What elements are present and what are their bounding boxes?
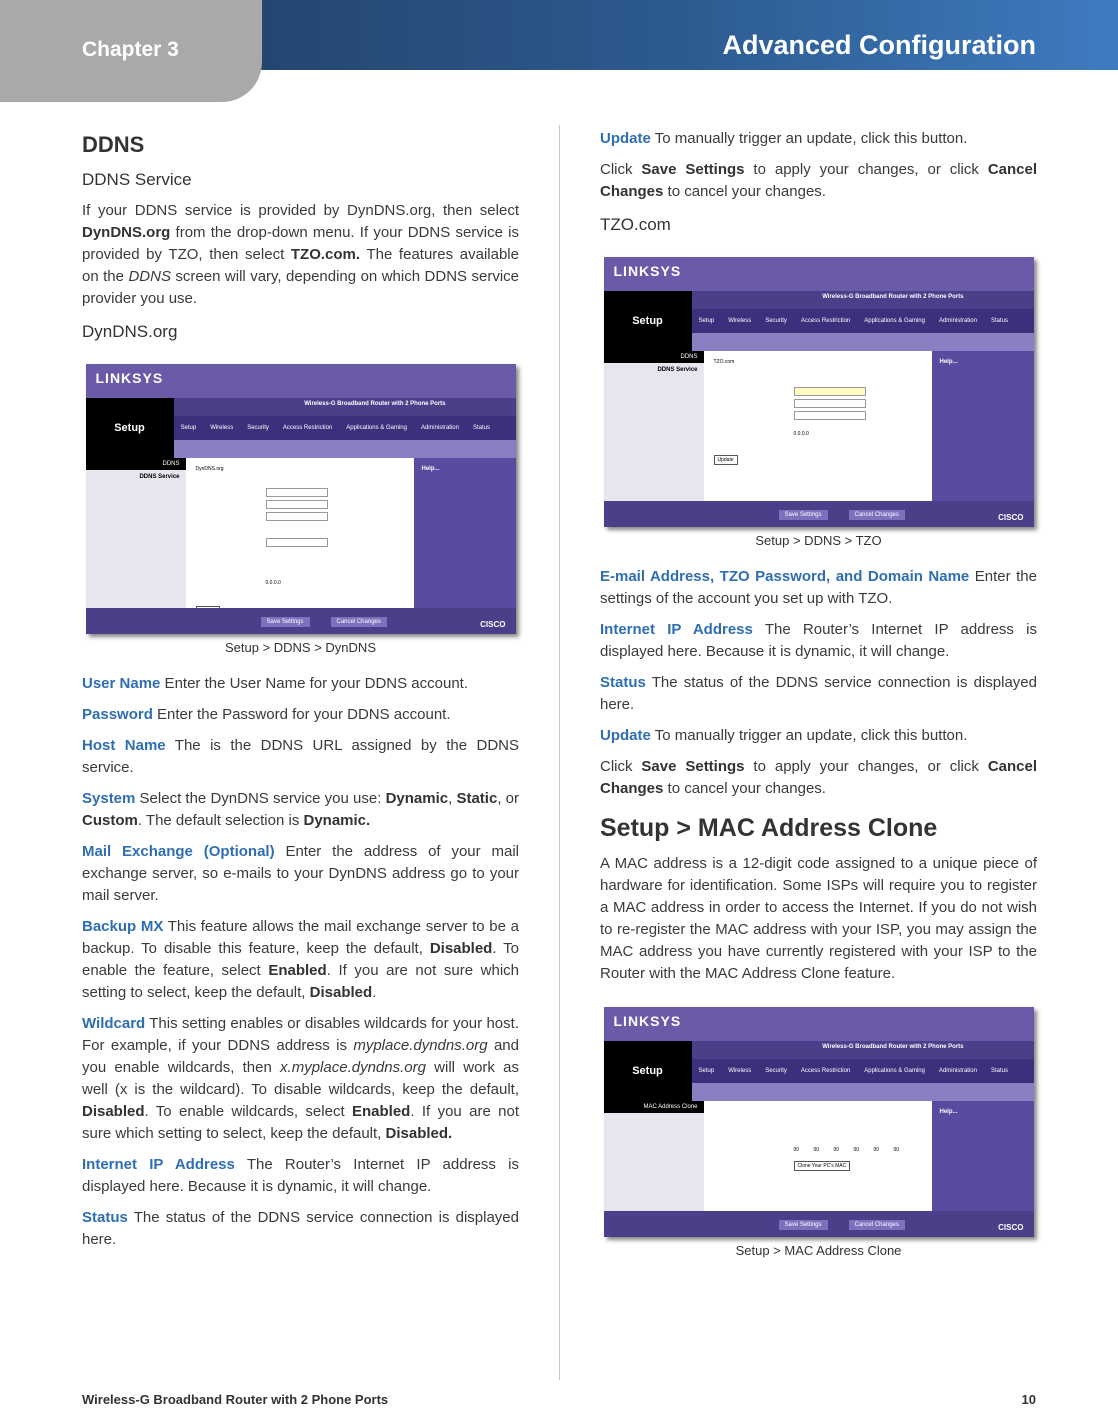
screen-form: DynDNS.org 0.0.0.0: [186, 458, 414, 608]
tab-security: Security: [765, 318, 787, 324]
tab-setup: Setup: [698, 318, 715, 324]
screen-form: TZO.com 0.0.0.0 Update: [704, 351, 932, 501]
linksys-logo: LINKSYS: [95, 370, 164, 386]
linksys-logo: LINKSYS: [613, 1013, 682, 1029]
help-panel: Help...: [414, 458, 516, 608]
chapter-title: Advanced Configuration: [722, 30, 1036, 60]
intro-paragraph: If your DDNS service is provided by DynDNS.org, then select DynDNS.org from the drop-down menu. If your DDNS service is provided by TZO, then select TZO.com. The features available on the DDNS screen will vary, depending on which DDNS service provider you use.: [82, 202, 519, 307]
screen-footer: Save Settings Cancel Changes CISCO: [604, 1211, 1034, 1237]
tab-security: Security: [765, 1068, 787, 1074]
para-user-name: User Name Enter the User Name for your DDNS account.: [82, 675, 469, 692]
cisco-logo: CISCO: [998, 513, 1024, 522]
para-wildcard: Wildcard This setting enables or disables wildcards for your host. For example, if your DDNS address is myplace.dyndns.org and you enable wildcards, then x.myplace.dyndns.org will work as well (x is the wildcard). To disable wildcards, keep the default, Disabled. To enable wildcards, select Enabled. If you are not sure which setting to select, keep the default, Disabled.: [82, 1015, 519, 1142]
cisco-logo: CISCO: [480, 620, 506, 629]
para-update: Update To manually trigger an update, click this button.: [600, 727, 968, 744]
caption-tzo: Setup > DDNS > TZO: [755, 533, 882, 548]
para-host-name: Host Name The is the DDNS URL assigned by the DDNS service.: [82, 737, 519, 776]
tab-administration: Administration: [938, 318, 977, 324]
tab-access: Access Restriction: [800, 1068, 851, 1074]
screen-footer: Save Settings Cancel Changes CISCO: [604, 501, 1034, 527]
tab-wireless: Wireless: [728, 1068, 752, 1074]
tab-status: Status: [990, 1068, 1008, 1074]
page-number: 10: [1021, 1392, 1036, 1407]
tab-applications: Applications & Gaming: [864, 318, 925, 324]
para-status: Status The status of the DDNS service connection is displayed here.: [82, 1209, 519, 1248]
linksys-logo: LINKSYS: [613, 263, 682, 279]
tab-setup: Setup: [180, 425, 197, 431]
para-mail-exchange: Mail Exchange (Optional) Enter the address of your mail exchange server, so e-mails to your DynDNS address go to your mail server.: [82, 843, 520, 904]
column-divider: [559, 125, 560, 1380]
subheading-dyndns: DynDNS.org: [82, 322, 178, 341]
screenshot-mac-clone: [604, 1007, 1034, 1237]
section-heading-mac-clone: Setup > MAC Address Clone: [600, 814, 938, 842]
para-system: System Select the DynDNS service you use: Dynamic, Static, or Custom. The default selection is Dynamic.: [82, 790, 519, 829]
caption-dyndns: Setup > DDNS > DynDNS: [224, 640, 376, 655]
sub-tabs: [692, 1083, 1034, 1101]
tab-status: Status: [990, 318, 1008, 324]
screenshot-dyndns: [86, 364, 516, 634]
setup-label: Setup: [604, 1041, 692, 1101]
tab-wireless: Wireless: [728, 318, 752, 324]
para-password: Password Enter the Password for your DDNS account.: [82, 706, 451, 723]
para-email-tzo: E-mail Address, TZO Password, and Domain Name Enter the settings of the account you set up with TZO.: [600, 568, 1037, 607]
para-backup-mx: Backup MX This feature allows the mail exchange server to be a backup. To disable this feature, keep the default, Disabled. To enable the feature, select Enabled. If you are not sure which setting to select, keep the default, Disabled.: [82, 918, 520, 1001]
nav-tabs: [692, 309, 1034, 333]
chapter-tab: [0, 0, 262, 102]
tab-security: Security: [247, 425, 269, 431]
para-status: Status The status of the DDNS service connection is displayed here.: [600, 674, 1037, 713]
setup-label: Setup: [604, 291, 692, 351]
router-banner: Wireless-G Broadband Router with 2 Phone Ports: [692, 1041, 1034, 1059]
screen-footer: Save Settings Cancel Changes CISCO: [86, 608, 516, 634]
caption-mac-clone: Setup > MAC Address Clone: [735, 1243, 902, 1258]
chapter-label: Chapter 3: [82, 38, 179, 61]
sub-tabs: [692, 333, 1034, 351]
help-panel: Help...: [932, 351, 1034, 501]
para-internet-ip: Internet IP Address The Router’s Internet IP address is displayed here. Because it is dynamic, it will change.: [82, 1156, 519, 1195]
right-column: [600, 128, 1037, 1276]
para-save: Click Save Settings to apply your changes, or click Cancel Changes to cancel your changes.: [600, 161, 1038, 200]
tab-status: Status: [472, 425, 490, 431]
para-update: Update To manually trigger an update, click this button.: [600, 130, 968, 147]
para-mac-intro: A MAC address is a 12-digit code assigned to a unique piece of hardware for identification. Some ISPs will require you to register a MAC address in order to access the Internet. If you do not wish to re-register the MAC address with your ISP, you may assign the MAC address you have currently registered with your ISP to the Router with the MAC Address Clone feature.: [600, 855, 1037, 982]
setup-label: Setup: [86, 398, 174, 458]
para-internet-ip: Internet IP Address The Router’s Internet IP address is displayed here. Because it is dynamic, it will change.: [600, 621, 1037, 660]
screen-sidebar: DDNS DDNS Service: [86, 458, 186, 608]
router-banner: Wireless-G Broadband Router with 2 Phone Ports: [174, 398, 516, 416]
tab-applications: Applications & Gaming: [864, 1068, 925, 1074]
nav-tabs: [692, 1059, 1034, 1083]
tab-access: Access Restriction: [282, 425, 333, 431]
router-banner: Wireless-G Broadband Router with 2 Phone Ports: [692, 291, 1034, 309]
left-column: [82, 128, 519, 1260]
subheading-tzo: TZO.com: [600, 215, 671, 234]
screenshot-tzo: [604, 257, 1034, 527]
para-save: Click Save Settings to apply your changes, or click Cancel Changes to cancel your changes.: [600, 758, 1038, 797]
tab-administration: Administration: [938, 1068, 977, 1074]
screen-sidebar: MAC Address Clone: [604, 1101, 704, 1211]
help-panel: Help...: [932, 1101, 1034, 1211]
section-heading-ddns: DDNS: [82, 132, 145, 157]
tab-administration: Administration: [420, 425, 459, 431]
footer-product: Wireless-G Broadband Router with 2 Phone Ports: [82, 1392, 389, 1407]
nav-tabs: [174, 416, 516, 440]
screen-form: 00 00 00 00 00 00 Clone Your PC's MAC: [704, 1101, 932, 1211]
tab-setup: Setup: [698, 1068, 715, 1074]
cisco-logo: CISCO: [998, 1223, 1024, 1232]
screen-sidebar: DDNS DDNS Service: [604, 351, 704, 501]
tab-applications: Applications & Gaming: [346, 425, 407, 431]
sub-tabs: [174, 440, 516, 458]
tab-wireless: Wireless: [210, 425, 234, 431]
subheading-ddns-service: DDNS Service: [82, 170, 192, 189]
tab-access: Access Restriction: [800, 318, 851, 324]
